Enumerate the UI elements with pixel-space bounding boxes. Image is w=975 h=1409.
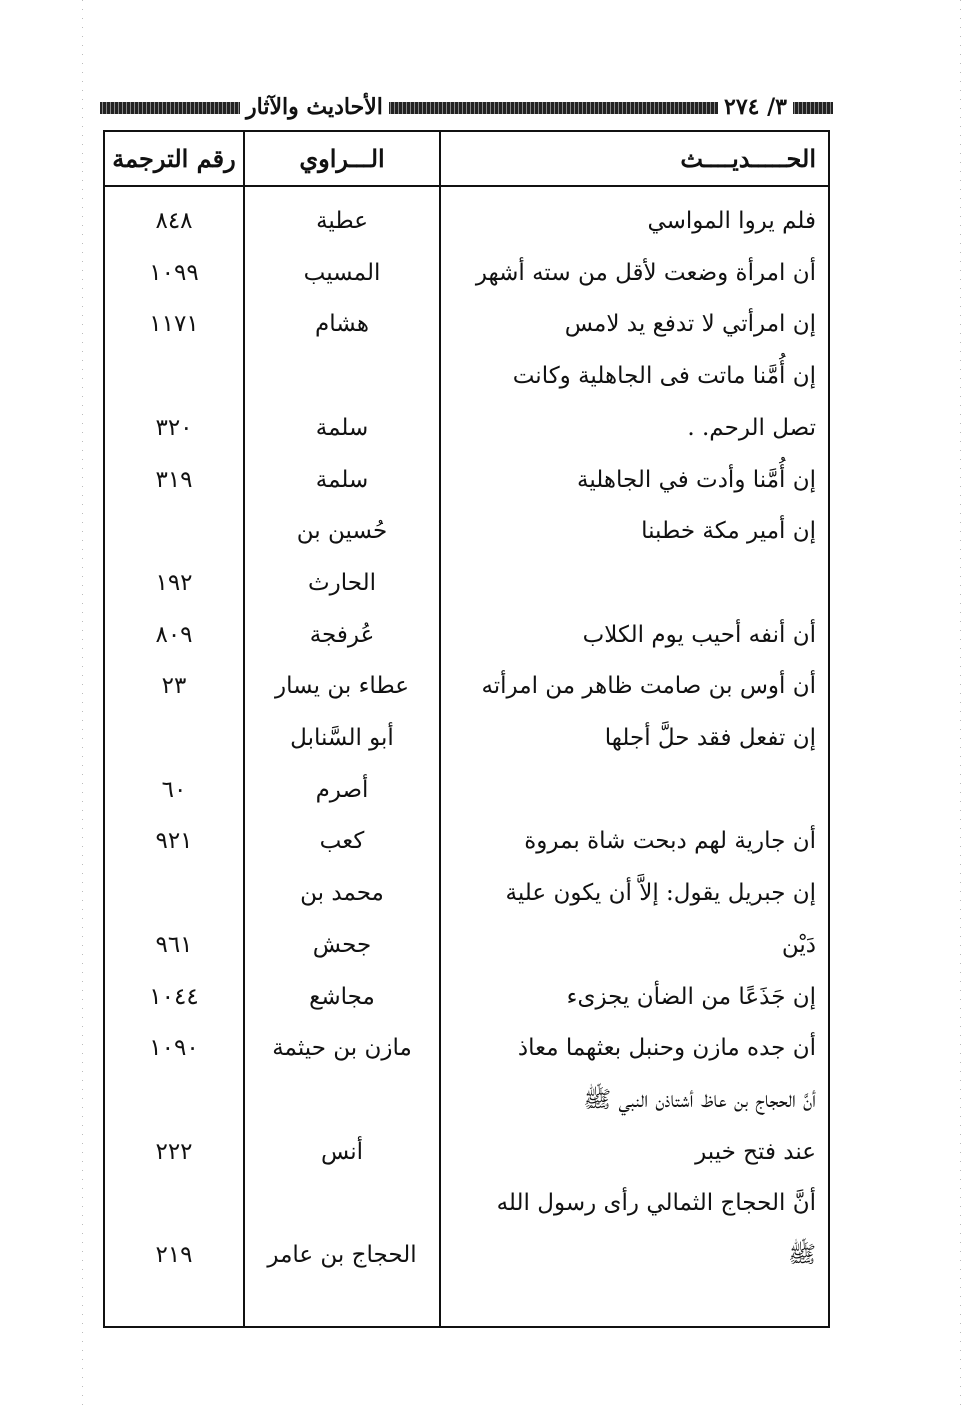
rawi-cell: عُرفجة bbox=[309, 622, 375, 648]
tarjama-number-cell: ١٩٢ bbox=[155, 570, 193, 596]
hadith-cell: أن امرأة وضعت لأقل من سته أشهر bbox=[475, 260, 816, 286]
rawi-cell bbox=[245, 1076, 439, 1124]
hadith-cell: إن أُمَّنا وأدت في الجاهلية bbox=[576, 467, 816, 493]
tarjama-number-cell: ١٠٩٠ bbox=[149, 1035, 199, 1061]
hadith-cell: إن أمير مكة خطبنا bbox=[641, 518, 816, 544]
page-header bbox=[100, 92, 833, 122]
tarjama-number-cell bbox=[105, 1076, 243, 1124]
rawi-cell: الحجاج بن عامر bbox=[267, 1242, 417, 1268]
hadith-cell: ﷺ bbox=[788, 1242, 816, 1268]
rawi-cell: المسيب bbox=[303, 260, 381, 286]
tarjama-number-cell bbox=[105, 1179, 243, 1227]
hadith-cell: دَيْن bbox=[781, 932, 816, 958]
rawi-cell: سلمة bbox=[315, 467, 369, 493]
tarjama-number-cell: ٣١٩ bbox=[155, 467, 193, 493]
rawi-cell bbox=[245, 352, 439, 400]
tarjama-number-cell: ٨٠٩ bbox=[155, 622, 193, 648]
rawi-cell: مازن بن حيثمة bbox=[272, 1035, 412, 1061]
hadith-cell: إن امرأتي لا تدفع يد لامس bbox=[564, 311, 816, 337]
tarjama-number-cell bbox=[105, 714, 243, 762]
header-divider bbox=[105, 185, 828, 187]
tarjama-number-cell: ١٠٤٤ bbox=[149, 984, 199, 1010]
tarjama-number-cell: ٩٦١ bbox=[155, 932, 193, 958]
hadith-cell: أن جارية لهم دبحت شاة بمروة bbox=[524, 828, 816, 854]
rawi-cell: محمد بن bbox=[300, 880, 384, 906]
hadith-cell: إن جَذَعًا من الضأن يجزىء bbox=[566, 984, 816, 1010]
rawi-cell: كعب bbox=[319, 828, 365, 854]
hadith-cell: تصل الرحم. . bbox=[687, 415, 816, 441]
hadith-cell: أن أنفه أحيب يوم الكلاب bbox=[582, 622, 816, 648]
tarjama-number-cell: ١٠٩٩ bbox=[149, 260, 199, 286]
rawi-cell: الحارث bbox=[307, 570, 376, 596]
column-header-hadith: الحـــــديــــث bbox=[680, 144, 816, 173]
column-header-rawi: الـــراوي bbox=[299, 144, 385, 173]
page-number: ٣/ ٢٧٤ bbox=[718, 92, 793, 122]
tarjama-number-cell bbox=[105, 869, 243, 917]
hadith-index-table bbox=[103, 130, 830, 1328]
tarjama-number-cell: ٦٠ bbox=[161, 777, 187, 803]
rawi-cell: أصرم bbox=[315, 777, 369, 803]
hadith-cell: فلم يروا المواسي bbox=[647, 208, 816, 234]
rawi-cell: سلمة bbox=[315, 415, 369, 441]
rawi-cell: جحش bbox=[312, 932, 372, 958]
tarjama-number-cell: ٢١٩ bbox=[155, 1242, 193, 1268]
tarjama-number-cell: ٩٢١ bbox=[155, 828, 193, 854]
hadith-cell: إن أُمَّنا ماتت فى الجاهلية وكانت bbox=[512, 363, 816, 389]
tarjama-number-cell: ١١٧١ bbox=[149, 311, 199, 337]
hadith-cell: إن جبريل يقول: إلاَّ أن يكون علية bbox=[505, 880, 816, 906]
tarjama-number-cell bbox=[105, 507, 243, 555]
hadith-cell: عند فتح خيبر bbox=[695, 1139, 816, 1165]
tarjama-number-cell: ٣٢٠ bbox=[155, 415, 193, 441]
tarjama-number-cell: ٢٢٢ bbox=[155, 1139, 193, 1165]
hadith-cell: أن جده مازن وحنبل بعثهما معاذ bbox=[517, 1035, 816, 1061]
section-title: الأحاديث والآثار bbox=[240, 92, 389, 122]
column-divider bbox=[439, 132, 441, 1328]
tarjama-number-cell: ٨٤٨ bbox=[155, 208, 193, 234]
rawi-cell: مجاشع bbox=[309, 984, 375, 1010]
rawi-cell: حُسين بن bbox=[296, 518, 388, 544]
rawi-cell: أبو السَّنابل bbox=[290, 725, 394, 751]
tarjama-number-cell: ٢٣ bbox=[161, 673, 187, 699]
rawi-cell: عطاء بن يسار bbox=[275, 673, 409, 699]
rawi-cell bbox=[245, 1179, 439, 1227]
hadith-cell: أنَّ الحجاج بن عاظ أشتاذن النبي ﷺ bbox=[583, 1087, 816, 1113]
rawi-cell: أنس bbox=[320, 1139, 364, 1165]
tarjama-number-cell bbox=[105, 352, 243, 400]
column-header-tarjama: رقم الترجمة bbox=[112, 144, 236, 173]
hadith-cell: أن أوس بن صامت ظاهر من امرأته bbox=[481, 673, 816, 699]
hadith-cell: أنَّ الحجاج الثمالي رأى رسول الله bbox=[496, 1190, 816, 1216]
rawi-cell: عطية bbox=[316, 208, 368, 234]
rawi-cell: هشام bbox=[315, 311, 369, 337]
hadith-cell: إن تفعل فقد حلَّ أجلها bbox=[604, 725, 816, 751]
